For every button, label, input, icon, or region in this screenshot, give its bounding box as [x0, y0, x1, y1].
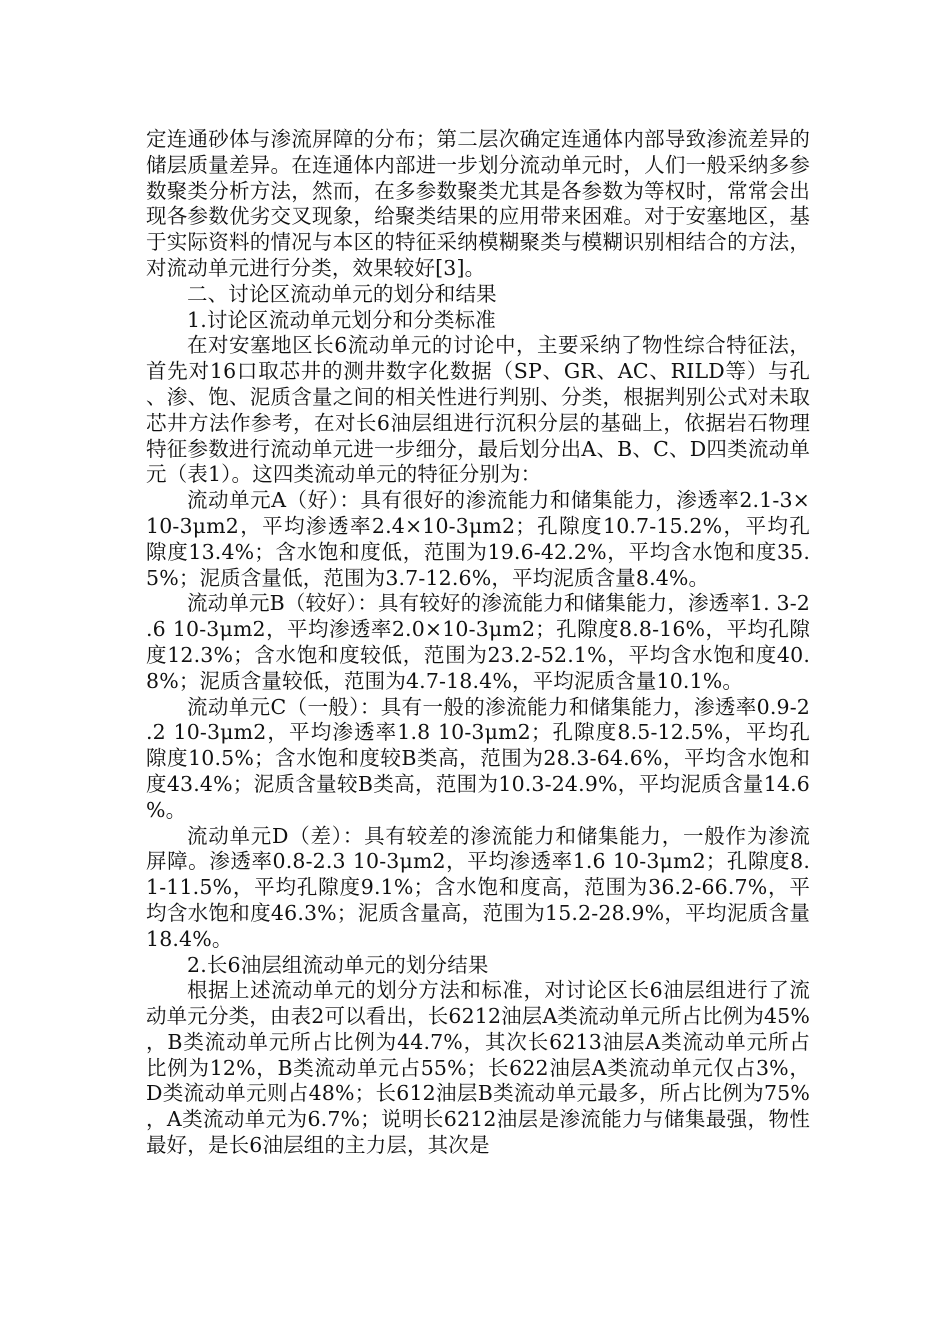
document-page — [146, 127, 810, 1159]
unit-c-paragraph: 流动单元C（一般）：具有一般的渗流能力和储集能力，渗透率0.9-2.2 10-3μm2，平均渗透率1.8 10-3μm2；孔隙度8.5-12.5%，平均孔隙度10.5%；含水饱和度较B类高，范围为28.3-64.6%，平均含水饱和度43.4%；泥质含量较B类高，范围为10.3-24.9%，平均泥质含量14.6%。 — [146, 694, 810, 822]
unit-d-paragraph: 流动单元D（差）：具有较差的渗流能力和储集能力，一般作为渗流屏障。渗透率0.8-2.3 10-3μm2，平均渗透率1.6 10-3μm2；孔隙度8.1-11.5%，平均孔隙度9.1%；含水饱和度高，范围为36.2-66.7%，平均含水饱和度46.3%；泥质含量高，范围为15.2-28.9%，平均泥质含量18.4%。 — [146, 823, 810, 951]
section-heading-2: 二、讨论区流动单元的划分和结果 — [187, 281, 497, 306]
subsection-heading-2: 2.长6油层组流动单元的划分结果 — [187, 952, 489, 977]
subsection-heading-1: 1.讨论区流动单元划分和分类标准 — [187, 307, 496, 332]
results-paragraph: 根据上述流动单元的划分方法和标准，对讨论区长6油层组进行了流动单元分类，由表2可以看出，长6212油层A类流动单元所占比例为45%，B类流动单元所占比例为44.7%，其次长6213油层A类流动单元所占比例为12%，B类流动单元占55%；长622油层A类流动单元仅占3%，D类流动单元则占48%；长612油层B类流动单元最多，所占比例为75%，A类流动单元为6.7%；说明长6212油层是渗流能力与储集最强，物性最好，是长6油层组的主力层，其次是 — [146, 978, 810, 1158]
method-paragraph: 在对安塞地区长6流动单元的讨论中，主要采纳了物性综合特征法，首先对16口取芯井的测井数字化数据（SP、GR、AC、RILD等）与孔、渗、饱、泥质含量之间的相关性进行判别、分类，根据判别公式对未取芯井方法作参考，在对长6油层组进行沉积分层的基础上，依据岩石物理特征参数进行流动单元进一步细分，最后划分出A、B、C、D四类流动单元（表1）。这四类流动单元的特征分别为： — [146, 333, 810, 487]
intro-paragraph: 定连通砂体与渗流屏障的分布；第二层次确定连通体内部导致渗流差异的储层质量差异。在连通体内部进一步划分流动单元时，人们一般采纳多参数聚类分析方法，然而，在多参数聚类尤其是各参数为等权时，常常会出现各参数优劣交叉现象，给聚类结果的应用带来困难。对于安塞地区，基于实际资料的情况与本区的特征采纳模糊聚类与模糊识别相结合的方法，对流动单元进行分类，效果较好[3]。 — [146, 127, 810, 280]
unit-a-paragraph: 流动单元A（好）：具有很好的渗流能力和储集能力，渗透率2.1-3×10-3μm2，平均渗透率2.4×10-3μm2；孔隙度10.7-15.2%，平均孔隙度13.4%；含水饱和度低，范围为19.6-42.2%，平均含水饱和度35.5%；泥质含量低，范围为3.7-12.6%，平均泥质含量8.4%。 — [146, 488, 810, 590]
unit-b-paragraph: 流动单元B（较好）：具有较好的渗流能力和储集能力，渗透率1. 3-2.6 10-3μm2，平均渗透率2.0×10-3μm2；孔隙度8.8-16%，平均孔隙度12.3%；含水饱和度较低，范围为23.2-52.1%，平均含水饱和度40.8%；泥质含量较低，范围为4.7-18.4%，平均泥质含量10.1%。 — [146, 591, 810, 693]
